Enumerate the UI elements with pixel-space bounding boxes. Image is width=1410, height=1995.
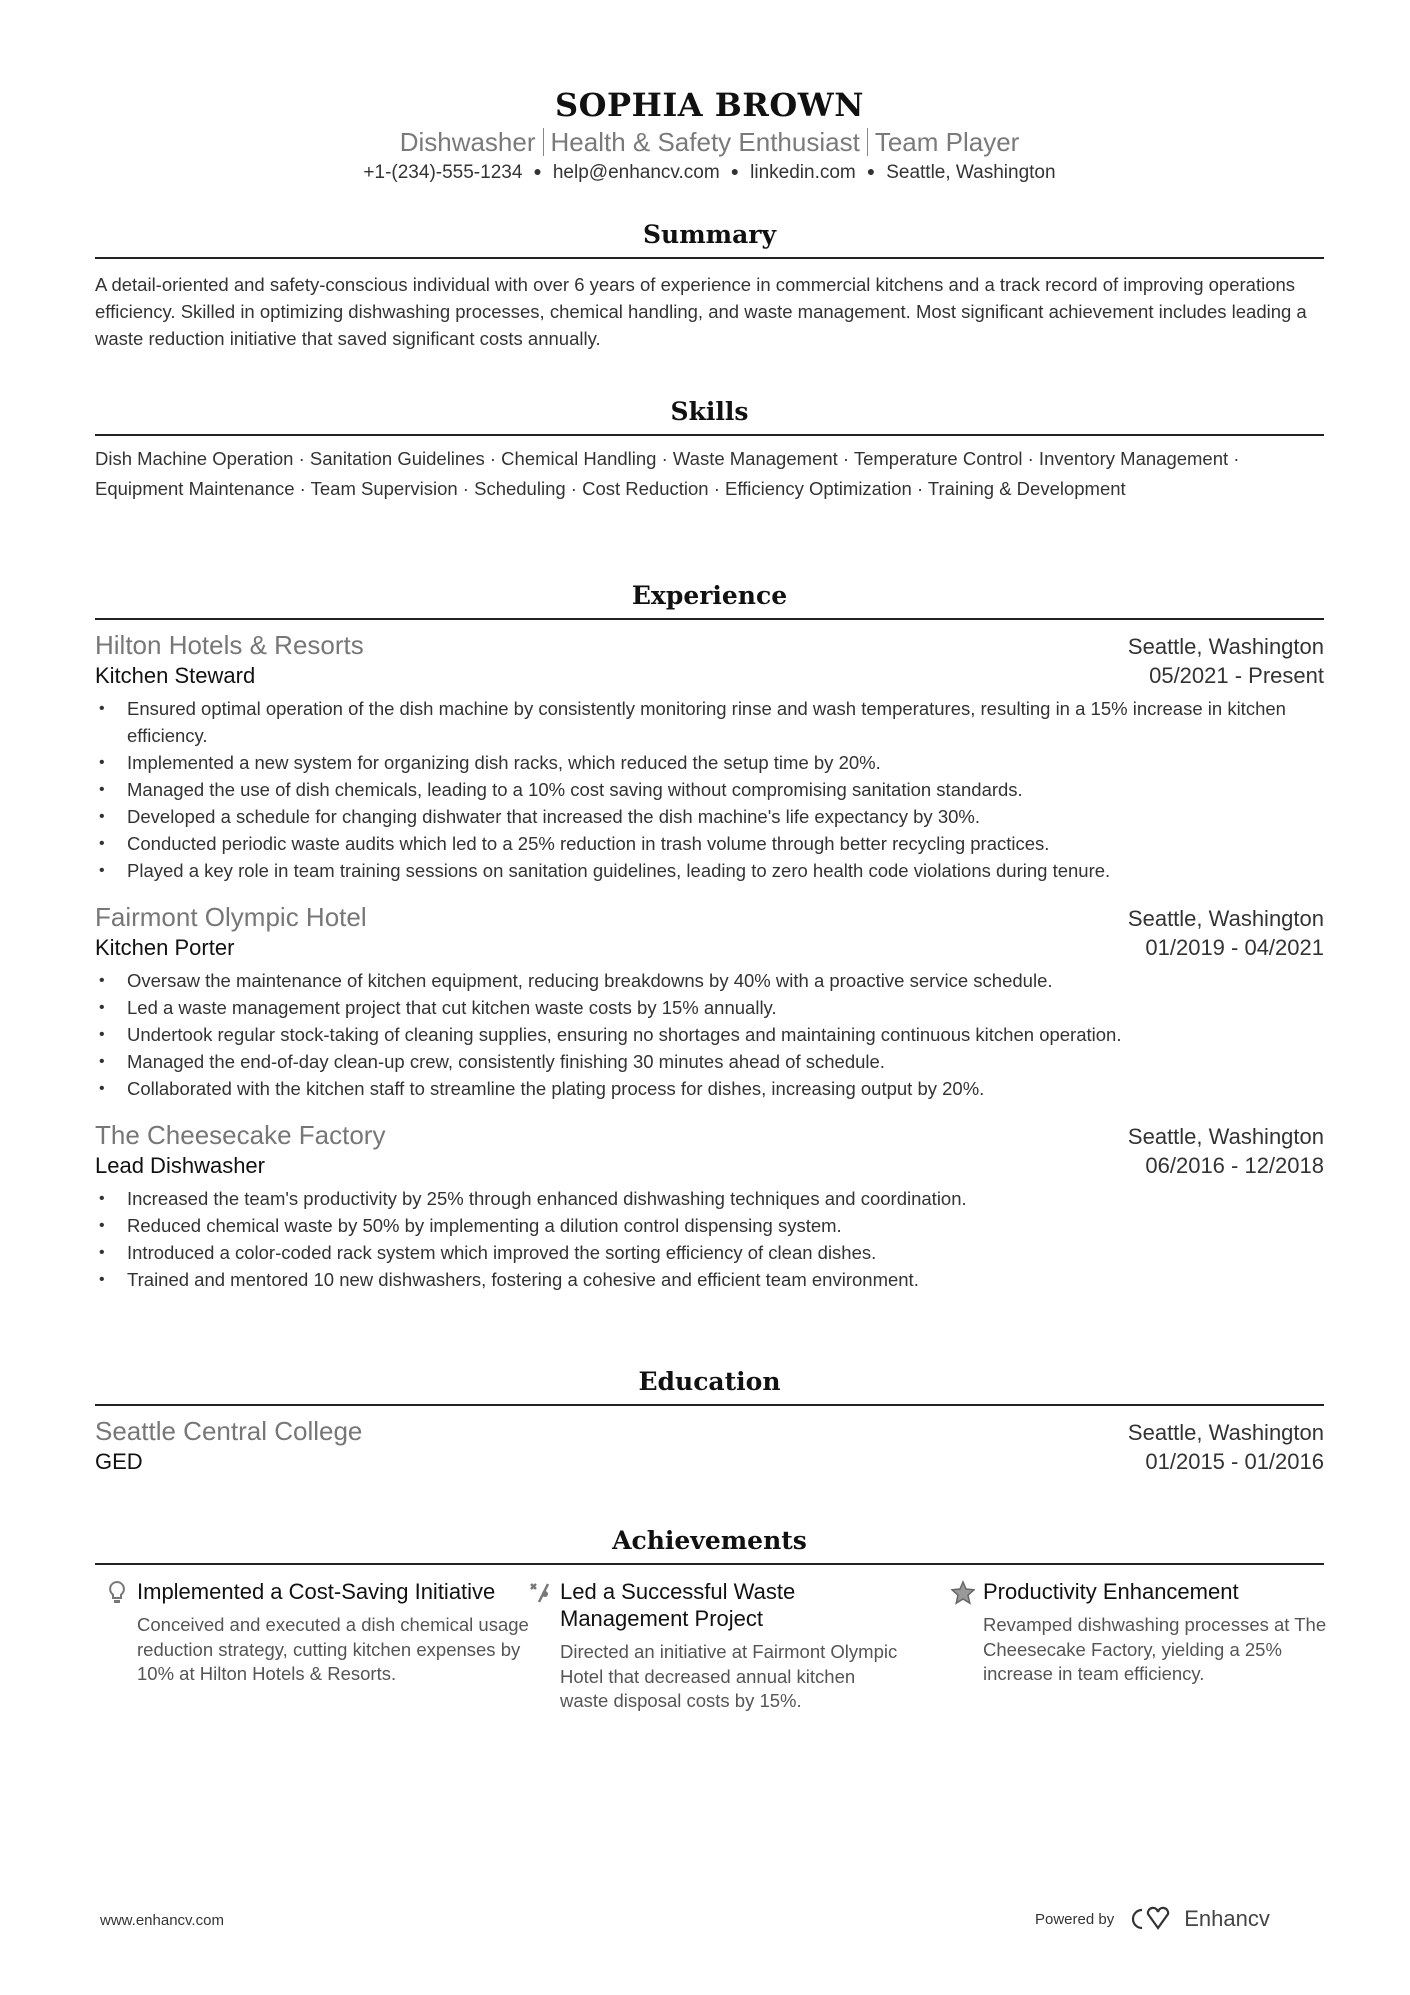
skills-list: Dish Machine Operation · Sanitation Guidelines · Chemical Handling · Waste Management · Temperature Control · Inventory Management · Equipment Maintenance · Team Supervision · Scheduling · Cost Reduction · Efficiency Optimization · Training & Development <box>95 448 1240 499</box>
headline-title: Dishwasher <box>399 127 536 157</box>
phone: +1-(234)-555-1234 <box>363 162 523 183</box>
achievement-title: Implemented a Cost-Saving Initiative <box>137 1579 496 1604</box>
job-bullet: • Ensured optimal operation of the dish machine by consistently monitoring rinse and wash temperatures, resulting in a 15% increase in kitchen efficiency. <box>95 695 1324 749</box>
section-heading: Summary <box>95 220 1324 259</box>
education-section <box>95 1367 1324 1475</box>
job-bullet: • Increased the team's productivity by 25% through enhanced dishwashing techniques and coordination. <box>95 1185 1324 1212</box>
job-role: Kitchen Steward <box>95 663 256 688</box>
powered-by-label: Powered by <box>1035 1910 1115 1928</box>
job-entry <box>95 902 1324 1102</box>
linkedin-link[interactable]: linkedin.com <box>750 162 856 183</box>
achievement-item <box>983 1578 1333 1687</box>
achievement-title: Productivity Enhancement <box>983 1579 1239 1604</box>
summary-section <box>95 220 1324 352</box>
job-dates: 05/2021 - Present <box>1149 663 1324 688</box>
location: Seattle, Washington <box>886 162 1056 183</box>
job-bullets <box>95 967 1324 1102</box>
job-bullet: • Conducted periodic waste audits which led to a 25% reduction in trash volume through better recycling practices. <box>95 830 1324 857</box>
star-icon <box>951 1580 975 1606</box>
section-heading: Skills <box>95 397 1324 436</box>
job-bullet: • Undertook regular stock-taking of cleaning supplies, ensuring no shortages and maintaining continuous kitchen operation. <box>95 1021 1324 1048</box>
degree: GED <box>95 1449 143 1474</box>
enhancv-logo-icon <box>1126 1906 1172 1932</box>
achievement-item <box>560 1578 900 1714</box>
headline-title: Team Player <box>874 127 1020 157</box>
job-role: Lead Dishwasher <box>95 1153 265 1178</box>
achievement-title: Led a Successful Waste Management Project <box>560 1579 796 1631</box>
section-heading: Achievements <box>95 1526 1324 1565</box>
headline-title: Health & Safety Enthusiast <box>550 127 860 157</box>
education-dates: 01/2015 - 01/2016 <box>1145 1449 1324 1474</box>
job-bullet: • Introduced a color-coded rack system which improved the sorting efficiency of clean dishes. <box>95 1239 1324 1266</box>
job-bullet: • Trained and mentored 10 new dishwashers, fostering a cohesive and efficient team environment. <box>95 1266 1324 1293</box>
achievements-section <box>95 1526 1324 1565</box>
company-name: Fairmont Olympic Hotel <box>95 902 367 932</box>
skills-section <box>95 397 1324 504</box>
contact-info: +1-(234)-555-1234 ● help@enhancv.com ● linkedin.com ● Seattle, Washington <box>363 162 1056 183</box>
achievement-desc: Conceived and executed a dish chemical usage reduction strategy, cutting kitchen expenses by 10% at Hilton Hotels & Resorts. <box>137 1614 529 1684</box>
job-location: Seattle, Washington <box>1127 634 1324 659</box>
job-entry <box>95 1120 1324 1293</box>
section-heading: Experience <box>95 581 1324 620</box>
achievement-desc: Directed an initiative at Fairmont Olympic Hotel that decreased annual kitchen waste disposal costs by 15%. <box>560 1641 898 1711</box>
job-bullet: • Managed the use of dish chemicals, leading to a 10% cost saving without compromising sanitation standards. <box>95 776 1324 803</box>
job-bullet: • Led a waste management project that cut kitchen waste costs by 15% annually. <box>95 994 1324 1021</box>
recycle-arrows-icon <box>528 1580 552 1606</box>
headline <box>95 127 1324 158</box>
achievement-item <box>137 1578 537 1687</box>
job-entry <box>95 630 1324 884</box>
job-dates: 06/2016 - 12/2018 <box>1145 1153 1324 1178</box>
school-name: Seattle Central College <box>95 1416 363 1446</box>
email-link[interactable]: help@enhancv.com <box>552 162 720 183</box>
job-bullet: • Managed the end-of-day clean-up crew, consistently finishing 30 minutes ahead of schedule. <box>95 1048 1324 1075</box>
job-bullet: • Reduced chemical waste by 50% by implementing a dilution control dispensing system. <box>95 1212 1324 1239</box>
job-bullet: • Oversaw the maintenance of kitchen equipment, reducing breakdowns by 40% with a proactive service schedule. <box>95 967 1324 994</box>
achievement-desc: Revamped dishwashing processes at The Cheesecake Factory, yielding a 25% increase in team efficiency. <box>983 1614 1327 1684</box>
footer-branding <box>1035 1906 1270 1932</box>
job-dates: 01/2019 - 04/2021 <box>1145 935 1324 960</box>
summary-text: A detail-oriented and safety-conscious individual with over 6 years of experience in commercial kitchens and a track record of improving operations efficiency. Skilled in optimizing dishwashing processes, chemical handling, and waste management. Most significant achievement includes leading a waste reduction initiative that saved significant costs annually. <box>95 274 1307 349</box>
candidate-name: SOPHIA BROWN <box>555 86 864 124</box>
job-bullets <box>95 695 1324 884</box>
job-bullet: • Implemented a new system for organizing dish racks, which reduced the setup time by 20%. <box>95 749 1324 776</box>
school-location: Seattle, Washington <box>1127 1420 1324 1445</box>
job-bullet: • Collaborated with the kitchen staff to streamline the plating process for dishes, increasing output by 20%. <box>95 1075 1324 1102</box>
company-name: The Cheesecake Factory <box>95 1120 386 1150</box>
job-bullets <box>95 1185 1324 1293</box>
section-heading: Education <box>95 1367 1324 1406</box>
job-bullet: • Played a key role in team training sessions on sanitation guidelines, leading to zero health code violations during tenure. <box>95 857 1324 884</box>
company-name: Hilton Hotels & Resorts <box>95 630 364 660</box>
job-role: Kitchen Porter <box>95 935 235 960</box>
job-location: Seattle, Washington <box>1127 906 1324 931</box>
job-location: Seattle, Washington <box>1127 1124 1324 1149</box>
footer-website[interactable]: www.enhancv.com <box>100 1912 224 1929</box>
lightbulb-icon <box>105 1580 129 1606</box>
enhancv-brand: Enhancv <box>1184 1906 1270 1931</box>
experience-section <box>95 581 1324 1293</box>
job-bullet: • Developed a schedule for changing dishwater that increased the dish machine's life expectancy by 30%. <box>95 803 1324 830</box>
